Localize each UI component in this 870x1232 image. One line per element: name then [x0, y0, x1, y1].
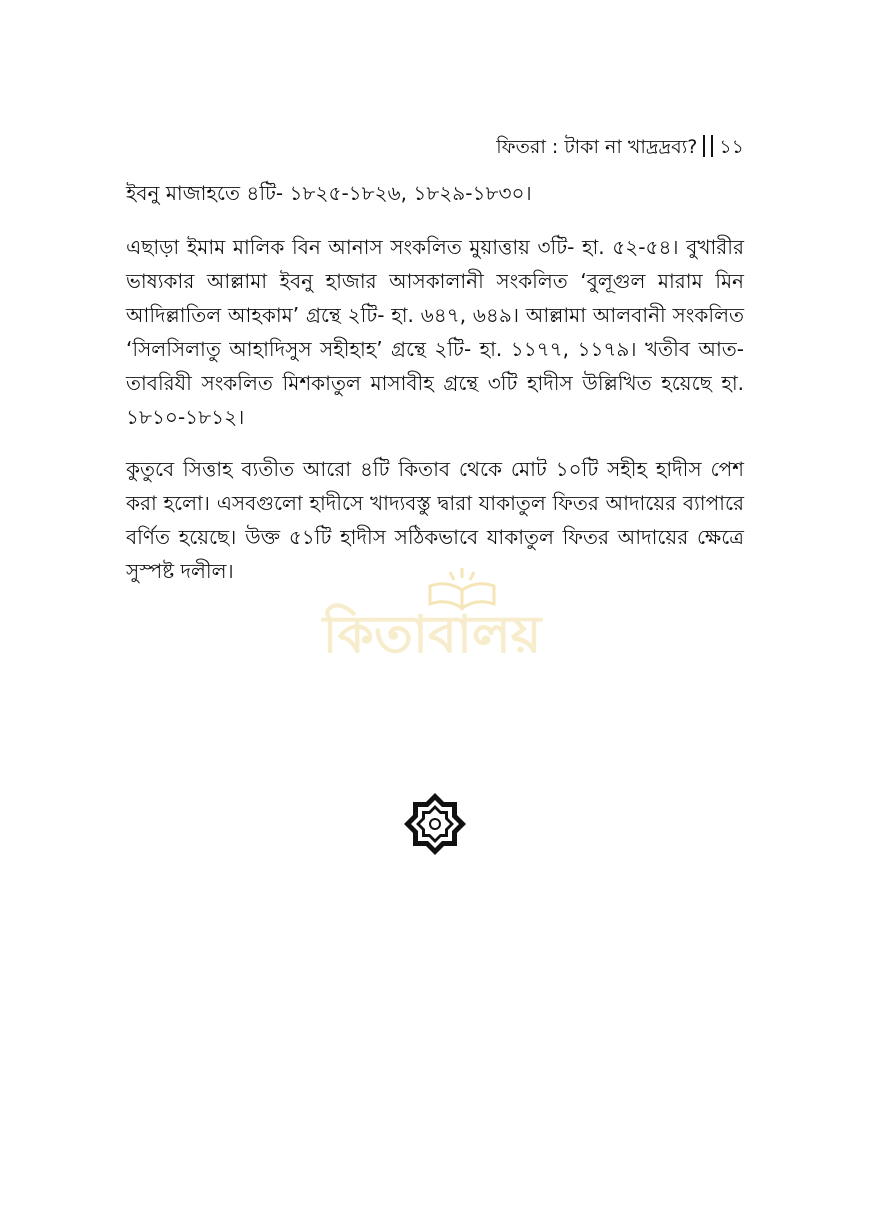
running-header: [496, 134, 744, 160]
header-separator: [703, 135, 713, 157]
body-text: [126, 176, 744, 606]
page-number: ১১: [719, 136, 744, 158]
paragraph-conclusion: কুতুবে সিত্তাহ ব্যতীত আরো ৪টি কিতাব থেকে মোট ১০টি সহীহ হাদীস পেশ করা হলো। এসবগুলো হাদীসে খাদ্যবস্তু দ্বারা যাকাতুল ফিতর আদায়ের ব্যাপারে বর্ণিত হয়েছে। উক্ত ৫১টি হাদীস সঠিকভাবে যাকাতুল ফিতর আদায়ের ক্ষেত্রে সুস্পষ্ট দলীল।: [126, 457, 744, 583]
watermark-text: কিতাবালয়: [322, 605, 542, 665]
paragraph-other-collections: এছাড়া ইমাম মালিক বিন আনাস সংকলিত মুয়াত্তায় ৩টি- হা. ৫২-৫৪। বুখারীর ভাষ্যকার আল্লামা ইবনু হাজার আসকালানী সংকলিত ‘বুলূগুল মারাম মিন আদিল্লাতিল আহকাম’ গ্রন্থে ২টি- হা. ৬৪৭, ৬৪৯। আল্লামা আলবানী সংকলিত ‘সিলসিলাতু আহাদিসুস সহীহাহ’ গ্রন্থে ২টি- হা. ১১৭৭, ১১৭৯। খতীব আত-তাবরিযী সংকলিত মিশকাতুল মাসাবীহ গ্রন্থে ৩টি হাদীস উল্লিখিত হয়েছে হা. ১৮১০-১৮১২।: [126, 235, 744, 429]
paragraph-ibn-majah: ইবনু মাজাহতে ৪টি- ১৮২৫-১৮২৬, ১৮২৯-১৮৩০।: [126, 181, 532, 205]
header-title: ফিতরা : টাকা না খাদ্রদ্রব্য?: [496, 136, 698, 158]
eight-point-star-ornament-icon: [402, 791, 468, 857]
